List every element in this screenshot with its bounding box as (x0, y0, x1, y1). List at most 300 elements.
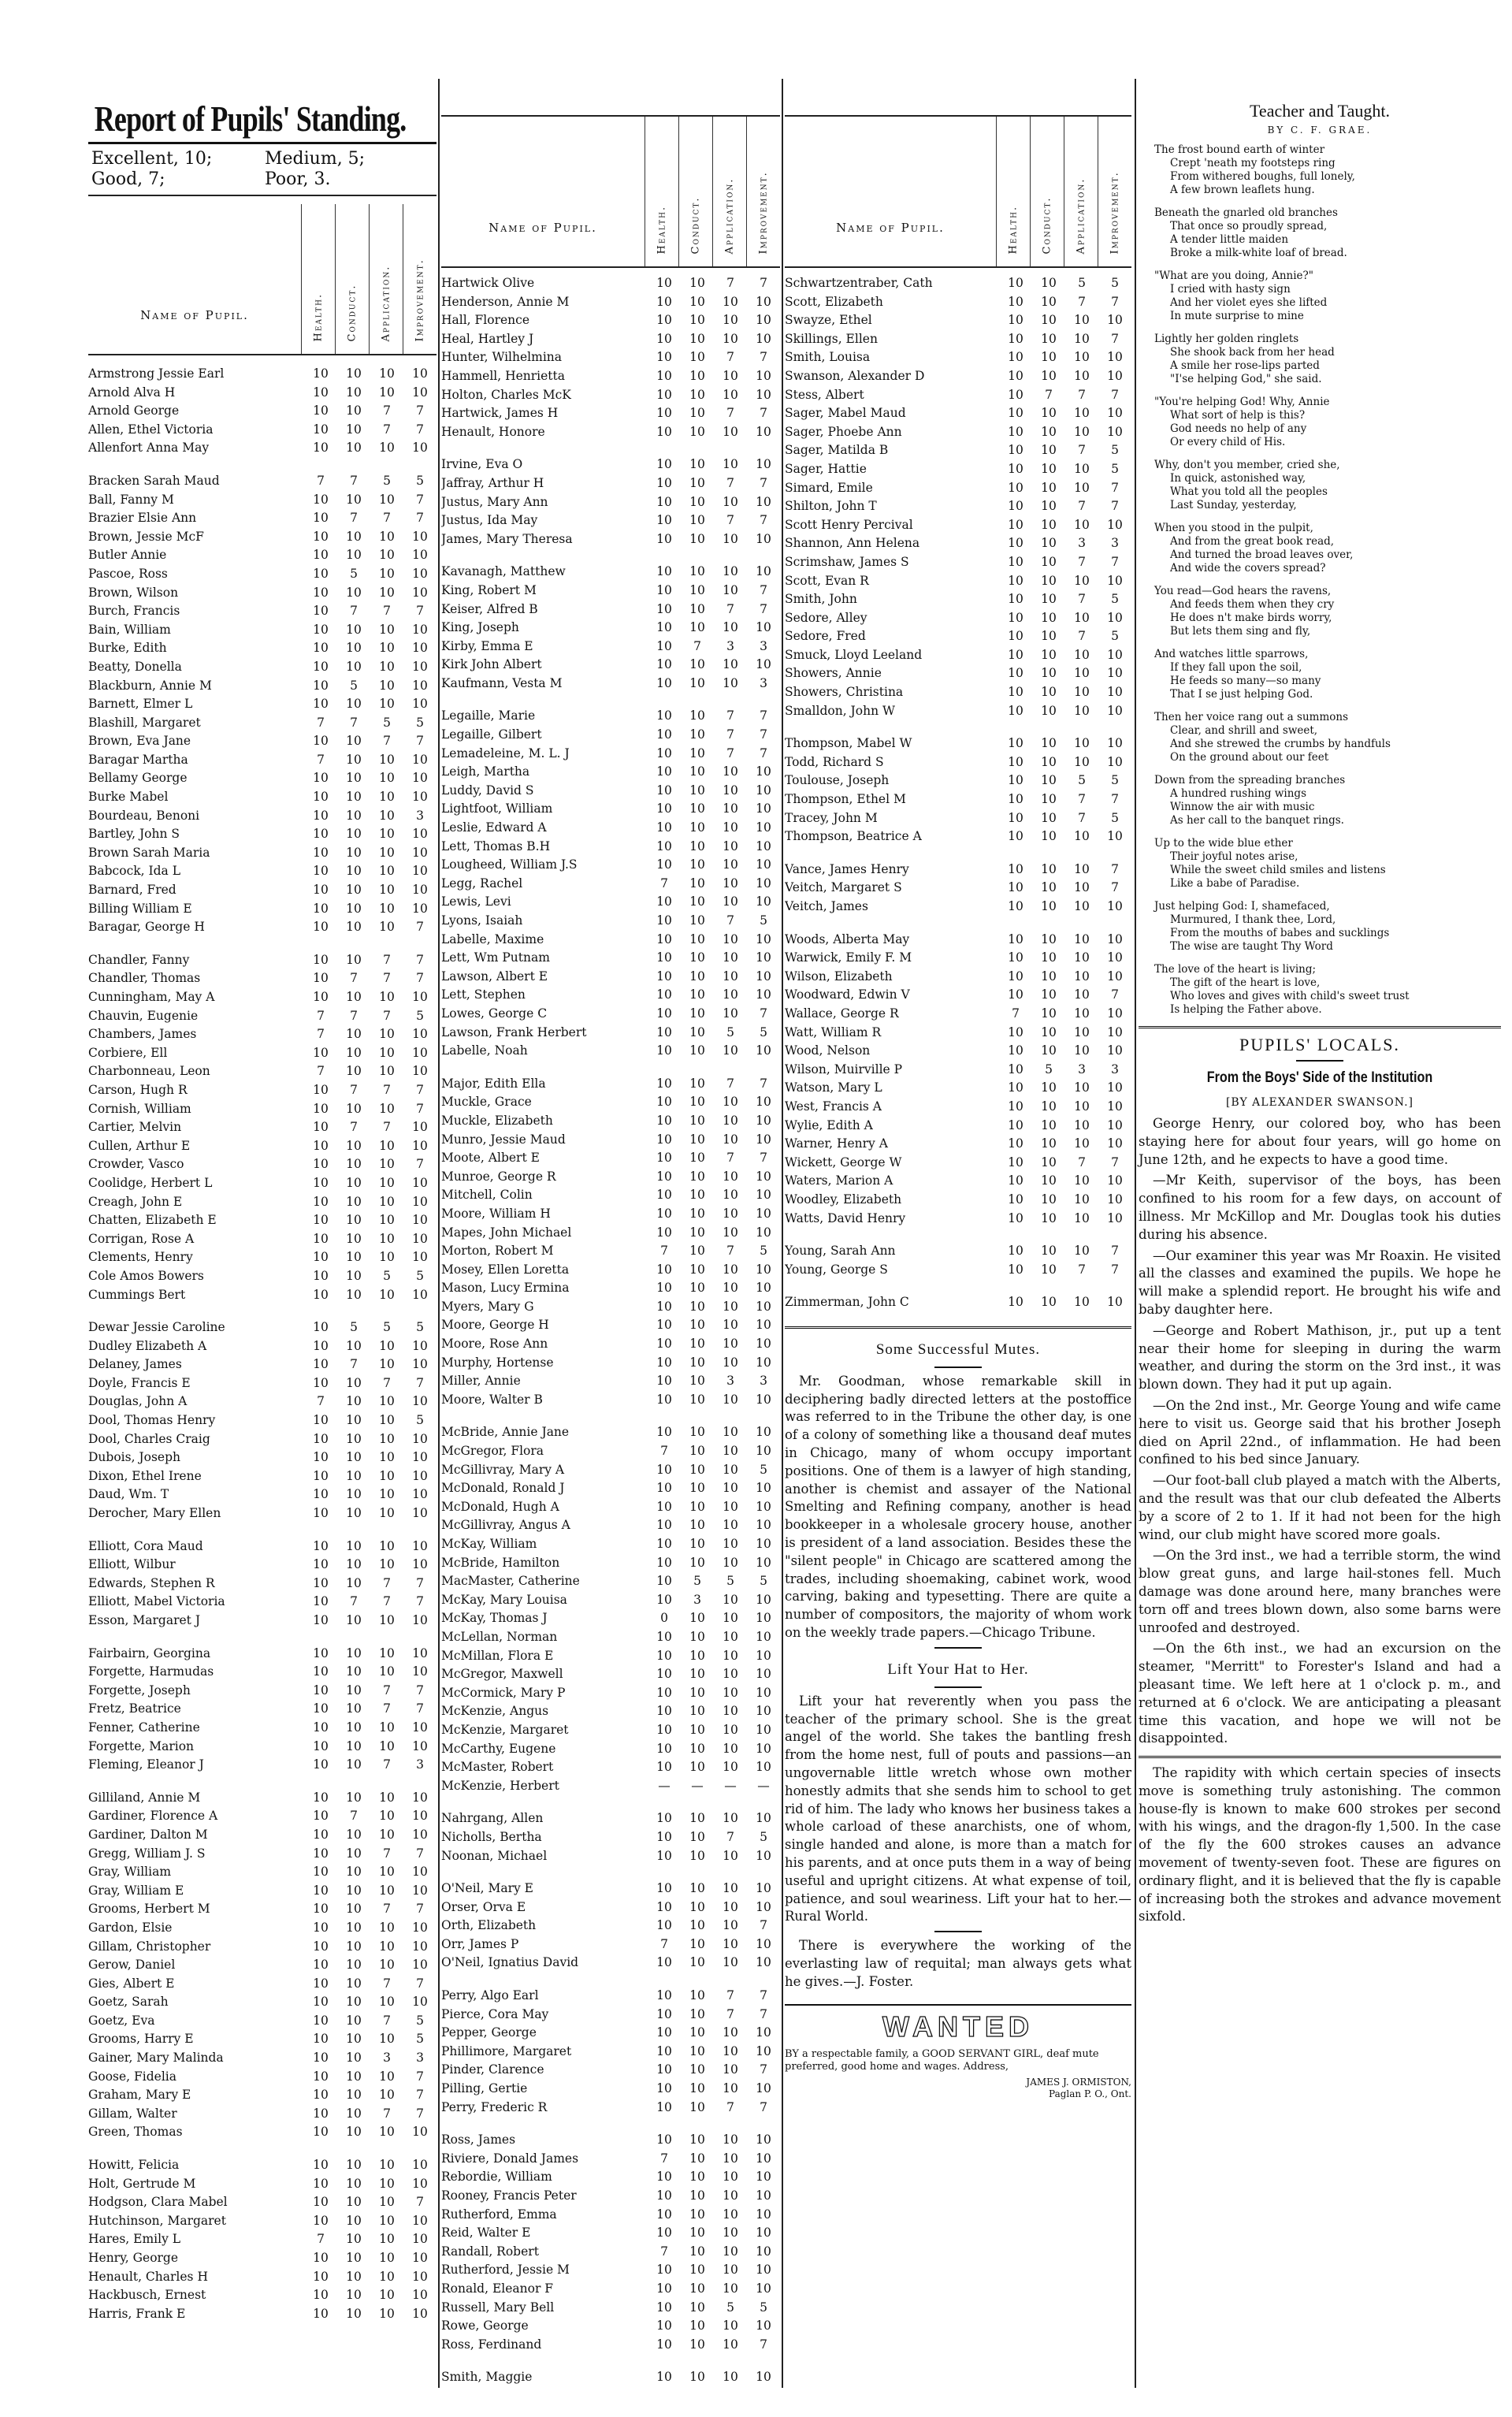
improvement-score: 10 (756, 531, 771, 546)
improvement-score: 10 (412, 845, 428, 860)
conduct-score: 10 (1041, 810, 1057, 825)
pupil-row (441, 367, 780, 386)
conduct-score: 10 (689, 1518, 705, 1533)
improvement-score: 10 (412, 1738, 428, 1753)
health-score: 10 (656, 1481, 672, 1496)
improvement-score: 10 (412, 2251, 428, 2265)
conduct-score: 10 (689, 1881, 705, 1896)
health-score: 10 (656, 727, 672, 742)
pupil-name: Cunningham, May A (88, 990, 215, 1004)
conduct-score: 10 (689, 708, 705, 723)
application-score: 10 (379, 1213, 395, 1228)
improvement-score: 7 (760, 1918, 767, 1933)
mutes-title: Some Successful Mutes. (875, 1341, 1041, 1358)
conduct-score: 10 (346, 1683, 362, 1697)
poem-line: Murmured, I thank thee, Lord, (1170, 913, 1336, 926)
pupil-name: Labelle, Maxime (441, 931, 544, 946)
pupil-name: Warner, Henry A (785, 1136, 888, 1151)
application-score: 10 (379, 366, 395, 381)
improvement-score: — (757, 1778, 770, 1793)
poem-line: Down from the spreading branches (1154, 774, 1346, 786)
health-score: 10 (313, 366, 329, 381)
pupil-name: McKenzie, Angus (441, 1704, 549, 1719)
improvement-score: 10 (412, 2176, 428, 2191)
pupil-name: Babcock, Ida L (88, 864, 180, 879)
wanted-text: BY a respectable family, a GOOD SERVANT GIRL, deaf mute preferred, good home and wages. Address, (785, 2047, 1099, 2073)
application-score: 10 (723, 931, 738, 946)
pupil-group (441, 1987, 780, 2117)
health-score: 10 (313, 2125, 329, 2140)
locals-byline: [BY ALEXANDER SWANSON.] (1225, 1096, 1414, 1109)
pupil-name: Rutherford, Jessie M (441, 2263, 570, 2278)
conduct-score: 10 (689, 1462, 705, 1477)
pupil-name: Thompson, Ethel M (785, 792, 906, 807)
hat-title: Lift Your Hat to Her. (887, 1660, 1029, 1678)
application-score: 10 (379, 1175, 395, 1190)
pupil-name: McGillivray, Angus A (441, 1518, 570, 1533)
pupil-name: Shilton, John T (785, 499, 877, 514)
application-score: 7 (726, 1829, 734, 1844)
pupil-row (88, 2268, 437, 2287)
pupil-row (441, 1149, 780, 1168)
improvement-score: 7 (760, 582, 767, 597)
pupil-row (441, 931, 780, 950)
pupil-row (88, 1882, 437, 1901)
pupil-name: Brown Sarah Maria (88, 845, 210, 860)
poem-line: God needs no help of any (1170, 422, 1307, 435)
pupil-row (88, 1538, 437, 1556)
application-score: 10 (379, 808, 395, 823)
health-score: 10 (313, 2106, 329, 2121)
application-score: 10 (723, 1043, 738, 1058)
pupil-row (441, 1005, 780, 1024)
pupil-row (785, 790, 1131, 809)
pupil-name: Scott, Elizabeth (785, 294, 883, 309)
conduct-score: 10 (689, 406, 705, 421)
health-score: 7 (660, 1936, 668, 1951)
pupil-name: Phillimore, Margaret (441, 2043, 572, 2058)
pupil-row (441, 1665, 780, 1684)
application-score: 10 (379, 920, 395, 935)
conduct-score: 10 (346, 1645, 362, 1660)
improvement-score: 10 (412, 1664, 428, 1679)
health-score: 10 (656, 350, 672, 365)
pupil-name: Scott, Evan R (785, 573, 869, 588)
improvement-score: 10 (756, 1113, 771, 1128)
health-score: 10 (313, 566, 329, 581)
pupil-name: Fretz, Beatrice (88, 1701, 181, 1716)
application-score: 10 (379, 2176, 395, 2191)
conduct-score: 10 (346, 1287, 362, 1302)
application-score: 10 (723, 1648, 738, 1663)
conduct-score: 10 (689, 2337, 705, 2352)
pupil-row (88, 1993, 437, 2012)
pupil-name: McKenzie, Margaret (441, 1722, 569, 1737)
poem-stanza (1139, 522, 1501, 575)
improvement-score: 10 (756, 1206, 771, 1221)
pupil-row (785, 772, 1131, 790)
improvement-score: 10 (412, 771, 428, 786)
health-score: 10 (313, 1738, 329, 1753)
improvement-score: 7 (416, 1683, 424, 1697)
improvement-score: 10 (1107, 829, 1123, 844)
pupil-row (441, 386, 780, 405)
pupil-name: Goose, Fidelia (88, 2069, 176, 2084)
application-score: 10 (723, 1918, 738, 1933)
poem-line: Up to the wide blue ether (1154, 837, 1293, 850)
pupil-row (88, 951, 437, 970)
pupil-row (88, 1044, 437, 1063)
pupil-name: Forgette, Joseph (88, 1683, 191, 1697)
conduct-score: 10 (689, 1741, 705, 1756)
health-score: 10 (1008, 1043, 1023, 1058)
health-score: 7 (1012, 1006, 1020, 1021)
conduct-score: 10 (346, 1175, 362, 1190)
application-score: 7 (383, 1008, 391, 1023)
poem-line: Beneath the gnarled old branches (1154, 206, 1338, 219)
health-score: 10 (313, 1939, 329, 1954)
application-score: 10 (723, 1592, 738, 1607)
improvement-score: 10 (412, 1027, 428, 1042)
conduct-score: 10 (689, 1169, 705, 1184)
conduct-score: 10 (346, 1883, 362, 1898)
application-score: 7 (383, 511, 391, 526)
pupil-name: Watts, David Henry (785, 1210, 906, 1225)
improvement-score: 10 (1107, 350, 1123, 365)
pupil-row (88, 751, 437, 770)
pupil-name: Douglas, John A (88, 1394, 188, 1409)
conduct-score: 10 (346, 403, 362, 418)
improvement-score: 10 (756, 876, 771, 891)
application-score: 10 (1074, 610, 1090, 625)
improvement-score: 7 (760, 727, 767, 742)
locals-subtitle: From the Boys' Side of the Institution (1206, 1069, 1433, 1086)
conduct-score: 10 (346, 2288, 362, 2303)
pupil-name: Kirby, Emma E (441, 638, 533, 653)
conduct-score: 10 (689, 2081, 705, 2096)
pupil-row (88, 639, 437, 658)
wanted-signature (785, 2077, 1131, 2100)
conduct-score: 10 (1041, 1155, 1057, 1169)
health-score: 10 (1008, 387, 1023, 402)
pupil-name: Sedore, Alley (785, 610, 867, 625)
locals-paragraph: —On the 2nd inst., Mr. George Young and wife came here to visit us. George said that his brother Joseph died on April 22nd., of inflammation. He had been confined to his bed since January. (1139, 1397, 1501, 1467)
pupil-name: McCarthy, Eugene (441, 1741, 556, 1756)
application-score: 10 (379, 864, 395, 879)
pupil-name: Gillam, Walter (88, 2106, 177, 2121)
pupil-row (785, 1154, 1131, 1173)
pupil-name: Barnard, Fred (88, 883, 176, 898)
application-score: 10 (379, 2125, 395, 2140)
improvement-score: 10 (412, 827, 428, 842)
improvement-score: 10 (412, 1250, 428, 1265)
pupil-row (441, 656, 780, 675)
conduct-score: 5 (693, 1574, 701, 1589)
pupil-name: Chandler, Fanny (88, 952, 190, 967)
improvement-score: 5 (1111, 461, 1119, 476)
improvement-score: 10 (1107, 1099, 1123, 1114)
pupil-name: Derocher, Mary Ellen (88, 1506, 221, 1521)
application-score: 7 (383, 952, 391, 967)
conduct-score: 10 (346, 1268, 362, 1283)
application-score: 10 (723, 531, 738, 546)
application-score: 7 (383, 403, 391, 418)
poem-body (1139, 143, 1501, 1017)
health-score: 10 (656, 1667, 672, 1682)
application-score: 7 (726, 1076, 734, 1091)
pupil-name: Ross, James (441, 2133, 516, 2147)
pupil-row (441, 1917, 780, 1935)
grade-medium: Medium, 5; (265, 149, 366, 169)
conduct-score: 10 (1041, 1295, 1057, 1310)
conduct-score: 10 (689, 1151, 705, 1166)
poem-line: Last Sunday, yesterday, (1170, 499, 1297, 511)
conduct-score: 10 (689, 1555, 705, 1570)
improvement-score: 7 (760, 601, 767, 616)
conduct-score: 10 (1041, 1006, 1057, 1021)
pupil-row (785, 1005, 1131, 1024)
pupil-row (88, 1700, 437, 1719)
health-score: 10 (313, 2213, 329, 2228)
application-score: 10 (379, 1920, 395, 1935)
application-score: 7 (383, 1902, 391, 1917)
application-score: 10 (1074, 1080, 1090, 1095)
pupil-row (441, 1205, 780, 1224)
application-score: 10 (723, 368, 738, 383)
improvement-score: 10 (756, 331, 771, 346)
improvement-score: 10 (756, 1132, 771, 1147)
pupil-name: Holt, Gertrude M (88, 2176, 196, 2191)
pupil-row (441, 763, 780, 782)
application-score: 7 (1078, 554, 1086, 569)
improvement-score: 10 (412, 1194, 428, 1209)
pupil-row (88, 862, 437, 881)
poem-line: A hundred rushing wings (1170, 787, 1306, 800)
application-score: 7 (1078, 443, 1086, 458)
pupil-row (88, 1938, 437, 1957)
pupil-row (88, 439, 437, 458)
improvement-score: 10 (1107, 950, 1123, 965)
pupil-row (785, 441, 1131, 460)
conduct-score: 10 (346, 1720, 362, 1735)
conduct-score: 10 (689, 2300, 705, 2315)
health-score: 10 (313, 1231, 329, 1246)
health-score: 10 (1008, 573, 1023, 588)
conduct-score: 10 (689, 1132, 705, 1147)
report-title: Report of Pupils' Standing. (94, 99, 407, 139)
application-score: 10 (1074, 1173, 1090, 1188)
improvement-score: 7 (760, 276, 767, 290)
pupil-name: Veitch, Margaret S (785, 880, 902, 895)
improvement-score: 10 (756, 1225, 771, 1240)
health-score: 10 (313, 1213, 329, 1228)
application-score: 10 (1074, 573, 1090, 588)
pupil-name: Fairbairn, Georgina (88, 1645, 211, 1660)
pupil-row (88, 714, 437, 733)
improvement-score: 10 (756, 1592, 771, 1607)
conduct-score: 10 (689, 1704, 705, 1719)
poem-line: Who loves and gives with child's sweet trust (1170, 990, 1410, 1002)
pupil-row (441, 1479, 780, 1498)
pupil-name: Mason, Lucy Ermina (441, 1281, 570, 1296)
locals-paragraph: —On the 3rd inst., we had a terrible storm, the wind blow great guns, and large hail-stones fell. Much damage was done around here, many branches were torn off and trees blown down, also some barns were unroofed and destroyed. (1139, 1548, 1501, 1635)
application-score: 7 (383, 604, 391, 619)
conduct-score: 10 (346, 1027, 362, 1042)
pupil-name: Elliott, Mabel Victoria (88, 1594, 225, 1609)
pupil-row (441, 493, 780, 512)
pupil-name: Hutchinson, Margaret (88, 2213, 226, 2228)
pupil-name: Orser, Orva E (441, 1899, 526, 1914)
pupil-group (441, 2368, 780, 2387)
pupil-name: Edwards, Stephen R (88, 1575, 215, 1590)
pupil-name: Green, Thomas (88, 2125, 183, 2140)
health-score: 10 (1008, 861, 1023, 876)
conduct-score: 10 (1041, 536, 1057, 551)
health-score: 10 (313, 1250, 329, 1265)
application-score: 10 (379, 1231, 395, 1246)
pupil-row (441, 1828, 780, 1847)
divider (934, 1931, 982, 1932)
wanted-sign-address: Paglan P. O., Ont. (1049, 2088, 1131, 2099)
conduct-score: 10 (346, 2269, 362, 2284)
health-score: 10 (1008, 1262, 1023, 1277)
pupil-name: Schwartzentraber, Cath (785, 276, 933, 290)
application-score: 7 (383, 1846, 391, 1861)
pupil-row (441, 456, 780, 474)
poem-line: As her call to the banquet rings. (1170, 814, 1344, 827)
health-score: 10 (656, 1151, 672, 1166)
improvement-score: 10 (756, 839, 771, 853)
health-score: 7 (660, 2244, 668, 2259)
application-score: 10 (379, 1645, 395, 1660)
application-score: 10 (723, 1206, 738, 1221)
health-score: 10 (1008, 810, 1023, 825)
health-score: 10 (656, 1024, 672, 1039)
improvement-score: 7 (760, 708, 767, 723)
improvement-score: 10 (756, 1262, 771, 1277)
pupil-name: Smuck, Lloyd Leeland (785, 647, 923, 662)
application-score: 10 (1074, 313, 1090, 328)
health-score: 10 (656, 1499, 672, 1514)
application-score: 10 (1074, 406, 1090, 421)
pupil-row (88, 1430, 437, 1449)
health-score: 10 (1008, 931, 1023, 946)
application-score: 3 (1078, 1062, 1086, 1076)
health-score: 10 (656, 2225, 672, 2240)
improvement-score: 7 (1111, 331, 1119, 346)
pupil-name: McGregor, Flora (441, 1444, 544, 1459)
health-score: 10 (656, 2337, 672, 2352)
application-score: 10 (379, 385, 395, 400)
improvement-score: 7 (416, 1082, 424, 1097)
improvement-score: 10 (412, 2306, 428, 2321)
pupil-name: Mosey, Ellen Loretta (441, 1262, 570, 1277)
pupil-name: Dewar Jessie Caroline (88, 1320, 225, 1335)
application-score: 10 (379, 2158, 395, 2173)
pupil-name: Beatty, Donella (88, 659, 182, 674)
pupil-name: Vance, James Henry (785, 861, 909, 876)
application-score: 10 (723, 764, 738, 779)
pupil-name: Goetz, Eva (88, 2013, 155, 2028)
health-score: 10 (656, 2300, 672, 2315)
pupil-row (441, 1898, 780, 1917)
improvement-score: 10 (756, 2244, 771, 2259)
pupil-row (441, 2043, 780, 2062)
pupil-group (441, 2131, 780, 2354)
report-column-1 (88, 71, 437, 2337)
health-score: 10 (313, 1790, 329, 1805)
improvement-score: 5 (1111, 810, 1119, 825)
pupil-row (88, 602, 437, 621)
improvement-score: 10 (756, 820, 771, 835)
application-score: 7 (383, 1575, 391, 1590)
conduct-score: 10 (689, 564, 705, 579)
health-score: 10 (656, 913, 672, 928)
pupil-group (785, 274, 1131, 720)
improvement-score: 10 (756, 1555, 771, 1570)
application-score: 10 (1074, 736, 1090, 751)
pupil-name: Pepper, George (441, 2025, 537, 2040)
pupil-row (88, 1337, 437, 1356)
improvement-score: 3 (760, 638, 767, 653)
poem-line: Clear, and shrill and sweet, (1170, 724, 1318, 737)
pupil-name: Waters, Marion A (785, 1173, 893, 1188)
pupil-group (785, 931, 1131, 1229)
application-score: 10 (723, 1881, 738, 1896)
poem-stanza (1139, 459, 1501, 512)
application-score: 7 (726, 1988, 734, 2003)
application-score: 10 (723, 2225, 738, 2240)
improvement-score: 10 (756, 2188, 771, 2203)
application-score: 5 (726, 1574, 734, 1589)
application-score: 10 (723, 857, 738, 872)
health-score: 10 (313, 1338, 329, 1353)
pupil-row (441, 1186, 780, 1205)
poem-line: What you told all the peoples (1170, 485, 1328, 498)
health-score: 10 (656, 1829, 672, 1844)
health-score: 10 (1008, 629, 1023, 644)
pupil-name: Pierce, Cora May (441, 2006, 549, 2021)
header-name: Name of Pupil. (836, 221, 945, 235)
poem-line: Their joyful notes arise, (1170, 850, 1298, 863)
poem-line: "What are you doing, Annie?" (1154, 270, 1313, 282)
health-score: 7 (317, 752, 325, 767)
pupil-row (441, 1075, 780, 1094)
conduct-score: 10 (689, 876, 705, 891)
pupil-name: Fleming, Eleanor J (88, 1757, 204, 1772)
health-score: 10 (656, 657, 672, 672)
pupil-row (88, 1956, 437, 1975)
health-score: 10 (656, 1574, 672, 1589)
improvement-score: 10 (756, 457, 771, 472)
improvement-score: 10 (756, 657, 771, 672)
pupil-name: Heal, Hartley J (441, 331, 534, 346)
pupil-name: McKenzie, Herbert (441, 1778, 559, 1793)
application-score: 10 (723, 1722, 738, 1737)
health-score: 10 (313, 2158, 329, 2173)
health-score: 7 (317, 473, 325, 488)
pupil-name: Moote, Albert E (441, 1151, 540, 1166)
pupil-name: Legaille, Marie (441, 708, 536, 723)
health-score: 10 (313, 1613, 329, 1627)
health-score: 10 (1008, 536, 1023, 551)
pupil-row (441, 2187, 780, 2206)
health-score: 10 (1008, 880, 1023, 895)
poem-byline: BY C. F. GRAE. (1267, 125, 1373, 136)
application-score: 10 (723, 1518, 738, 1533)
pupil-name: Lett, Wm Putnam (441, 950, 550, 965)
improvement-score: 10 (1107, 368, 1123, 383)
